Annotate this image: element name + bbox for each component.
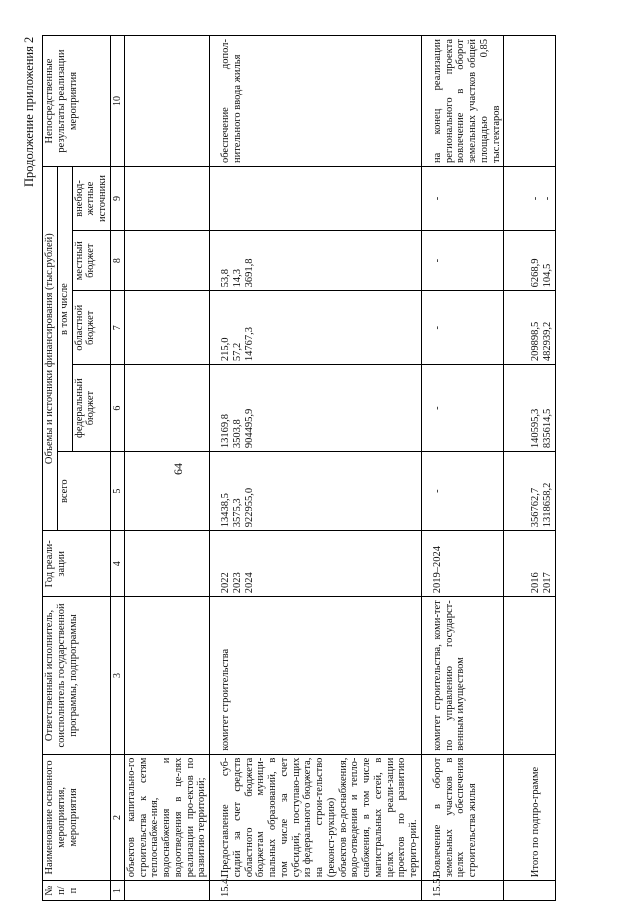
row-regional (124, 291, 209, 365)
row-total: 356762,7 1318658,2 (504, 452, 556, 531)
column-number: 5 (110, 452, 124, 531)
header-name: Наименование основного мероприятия, мероприятия (43, 754, 111, 881)
column-number: 3 (110, 597, 124, 754)
row-number: 15.4. (210, 881, 422, 901)
row-executor (124, 597, 209, 754)
header-extra: внебюд-жетные источники (72, 167, 110, 231)
row-extra (124, 167, 209, 231)
header-results: Непосредственные результаты реализации мероприятия (43, 36, 111, 167)
row-period: 2019–2024 (421, 531, 504, 597)
column-number: 6 (110, 365, 124, 452)
column-number-row (110, 36, 124, 901)
row-executor: комитет строительства, коми-тет по управлению государст-венным имуществом (421, 597, 504, 754)
row-local: - (421, 230, 504, 291)
row-federal: - (421, 365, 504, 452)
header-local: местный бюджет (72, 230, 110, 291)
table-row (421, 36, 504, 901)
row-results: на конец реализации регионального проекта вовлечение в оборот земельных участков общей площадью 0,85 тыс.гектаров (421, 36, 504, 167)
row-local (124, 230, 209, 291)
header-num: № п/п (43, 881, 111, 901)
row-regional: - (421, 291, 504, 365)
row-federal: 140595,3 835614,5 (504, 365, 556, 452)
row-number (504, 881, 556, 901)
header-regional: областной бюджет (72, 291, 110, 365)
row-executor: комитет строительства (210, 597, 422, 754)
header-executor: Ответственный исполнитель, соисполнитель государственной программы, подпрограммы (43, 597, 111, 754)
table-row (504, 36, 556, 901)
column-number: 2 (110, 754, 124, 881)
appendix-title: Продолжение приложения 2 (22, 36, 36, 187)
page-number: 64 (171, 463, 185, 475)
row-name: Вовлечение в оборот земельных участков в целях обеспечения строительства жилья (421, 754, 504, 881)
row-number (124, 881, 209, 901)
row-local: 6268,9 104,5 (504, 230, 556, 291)
header-financing: Объемы и источники финансирования (тыс.рублей) (43, 167, 58, 531)
row-regional: 215,0 57,2 14767,3 (210, 291, 422, 365)
row-results: обеспечение допол-нительного ввода жилья (210, 36, 422, 167)
row-name: Предоставление суб-сидий за счет средств областного бюджета бюджетам муници-пальных образований, в том числе за счет субсидий, поступаю-щих из федерального бюджета, на строи-тельство (реконст-рукцию) объектов во-доснабжения, водо-отведения и тепло-снабжения, в том числе магистральных сетей, в целях реали-зации проектов по развитию террито-рий. (210, 754, 422, 881)
table-row (124, 36, 209, 901)
row-number: 15.5. (421, 881, 504, 901)
row-federal: 13169,8 3503,8 904495,9 (210, 365, 422, 452)
financing-table (42, 35, 556, 901)
row-total (124, 452, 209, 531)
header-row-1 (43, 36, 58, 901)
row-results (504, 36, 556, 167)
row-regional: 209898,5 482939,2 (504, 291, 556, 365)
header-in-that: в том числе (57, 167, 72, 452)
column-number: 8 (110, 230, 124, 291)
table-row (210, 36, 422, 901)
header-period: Год реали-зации (43, 531, 111, 597)
column-number: 4 (110, 531, 124, 597)
header-total: всего (57, 452, 110, 531)
row-federal (124, 365, 209, 452)
row-name: Итого по подпро-грамме (504, 754, 556, 881)
row-period: 2016 2017 (504, 531, 556, 597)
header-federal: федеральный бюджет (72, 365, 110, 452)
row-name: объектов капитально-го строительства к сетям теплоснабже-ния, водоснабжения и водоотведения в це-лях реализации про-ектов по развитию территорий; (124, 754, 209, 881)
column-number: 9 (110, 167, 124, 231)
row-executor (504, 597, 556, 754)
row-period: 2022 2023 2024 (210, 531, 422, 597)
column-number: 7 (110, 291, 124, 365)
row-total: - (421, 452, 504, 531)
column-number: 10 (110, 36, 124, 167)
row-local: 53,8 14,3 3691,8 (210, 230, 422, 291)
row-extra: - (421, 167, 504, 231)
row-results (124, 36, 209, 167)
column-number: 1 (110, 881, 124, 901)
row-period (124, 531, 209, 597)
row-total: 13438,5 3575,3 922955,0 (210, 452, 422, 531)
row-extra (210, 167, 422, 231)
row-extra: - - (504, 167, 556, 231)
